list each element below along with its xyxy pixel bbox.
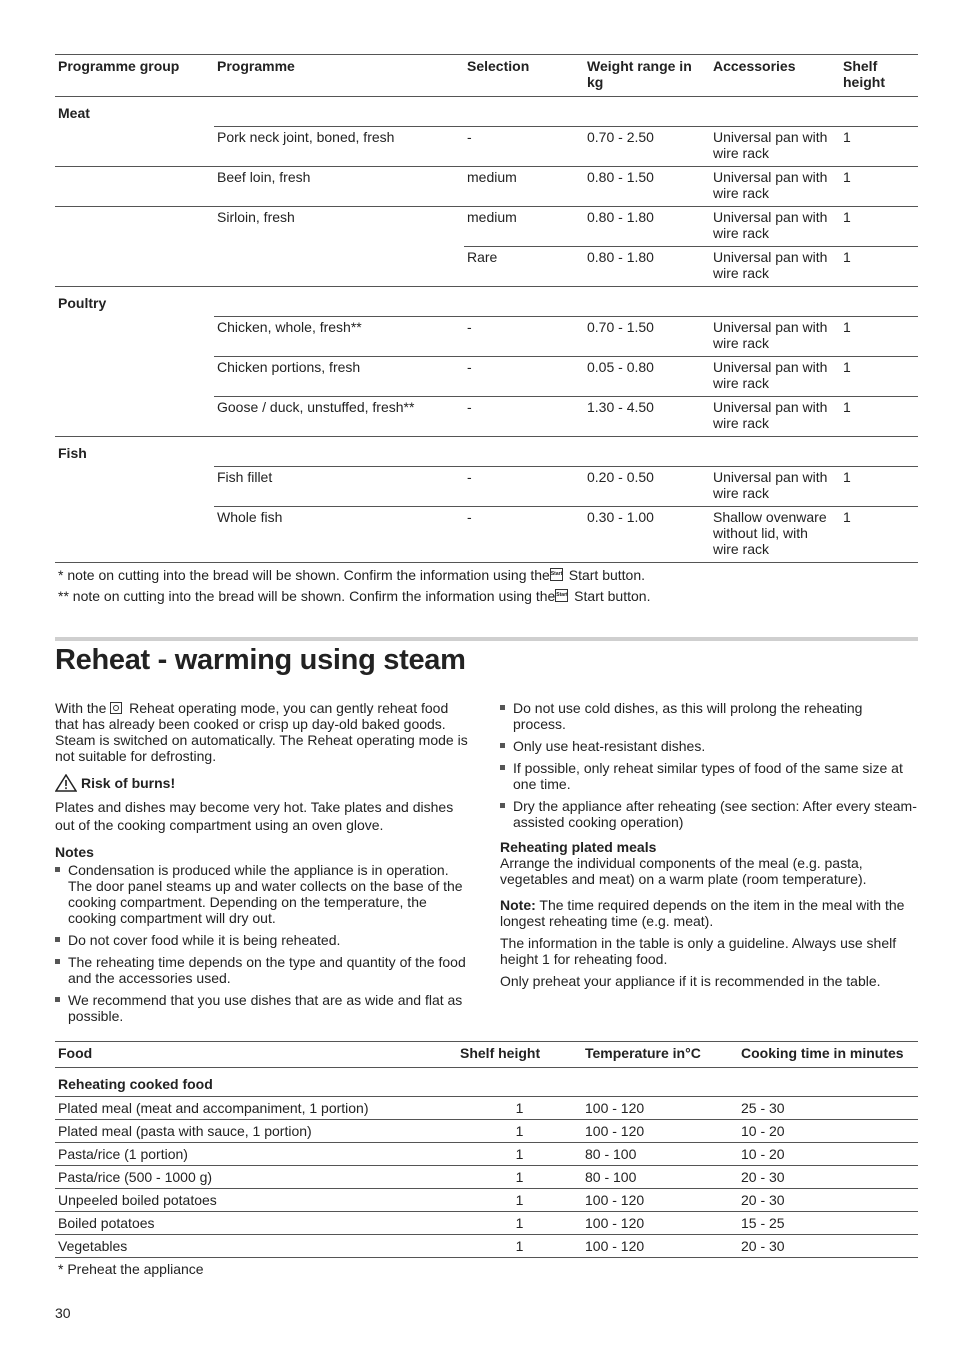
shelf-cell: 1	[840, 167, 918, 207]
selection-cell: -	[464, 317, 584, 357]
time-cell: 25 - 30	[738, 1097, 918, 1120]
accessories-cell: Universal pan with wire rack	[710, 397, 840, 437]
food-cell: Vegetables	[55, 1235, 457, 1258]
programme-cell: Goose / duck, unstuffed, fresh**	[214, 397, 464, 437]
info-paragraph: The information in the table is only a guideline. Always use shelf height 1 for reheating food.	[500, 935, 897, 967]
programme-cell: Chicken, whole, fresh**	[214, 317, 464, 357]
shelf-cell: 1	[457, 1143, 582, 1166]
table-row	[55, 207, 918, 247]
reheat-table	[55, 1041, 918, 1258]
weight-cell: 0.30 - 1.00	[584, 507, 710, 563]
accessories-cell: Universal pan with wire rack	[710, 167, 840, 207]
notes-list-right	[500, 700, 918, 830]
table-row	[55, 317, 918, 357]
weight-cell: 0.20 - 0.50	[584, 467, 710, 507]
programme-cell: Sirloin, fresh	[214, 207, 464, 247]
start-button-icon: Start	[555, 589, 568, 602]
header-shelf-height: Shelf height	[457, 1042, 582, 1068]
weight-cell: 0.70 - 2.50	[584, 127, 710, 167]
table-row	[55, 467, 918, 507]
programme-cell: Beef loin, fresh	[214, 167, 464, 207]
bullet-square-icon	[500, 743, 505, 748]
food-cell: Unpeeled boiled potatoes	[55, 1189, 457, 1212]
shelf-cell: 1	[457, 1212, 582, 1235]
weight-cell: 0.80 - 1.80	[584, 207, 710, 247]
bullet-square-icon	[500, 803, 505, 808]
footnote-double-star: ** note on cutting into the bread will be shown. Confirm the information using theStart Start button.	[58, 588, 651, 604]
list-item: Do not cover food while it is being reheated.	[55, 932, 471, 948]
warning-triangle-icon	[55, 774, 77, 792]
table-row	[55, 357, 918, 397]
section-title: Reheat - warming using steam	[55, 644, 466, 676]
group-row-reheating	[55, 1068, 918, 1097]
accessories-cell: Universal pan with wire rack	[710, 357, 840, 397]
table-row	[55, 1143, 918, 1166]
temp-cell: 100 - 120	[582, 1120, 738, 1143]
table-row	[55, 507, 918, 563]
right-column	[500, 700, 918, 995]
food-cell: Plated meal (meat and accompaniment, 1 portion)	[55, 1097, 457, 1120]
list-item: If possible, only reheat similar types of food of the same size at one time.	[500, 760, 918, 792]
selection-cell: -	[464, 127, 584, 167]
shelf-cell: 1	[840, 127, 918, 167]
shelf-cell: 1	[457, 1166, 582, 1189]
food-cell: Pasta/rice (500 - 1000 g)	[55, 1166, 457, 1189]
group-name: Fish	[55, 437, 918, 467]
time-cell: 20 - 30	[738, 1189, 918, 1212]
programme-cell: Pork neck joint, boned, fresh	[214, 127, 464, 167]
food-cell: Pasta/rice (1 portion)	[55, 1143, 457, 1166]
weight-cell: 0.05 - 0.80	[584, 357, 710, 397]
page-number: 30	[55, 1305, 71, 1321]
selection-cell: medium	[464, 167, 584, 207]
time-cell: 10 - 20	[738, 1143, 918, 1166]
plated-meals-text: Arrange the individual components of the meal (e.g. pasta, vegetables and meat) on a warm plate (room temperature).	[500, 855, 867, 887]
header-programme-group: Programme group	[55, 55, 214, 97]
table-row	[55, 1120, 918, 1143]
reheat-table-header	[55, 1042, 918, 1068]
reheat-mode-icon	[110, 702, 122, 714]
shelf-cell: 1	[840, 357, 918, 397]
programme-cell: Chicken portions, fresh	[214, 357, 464, 397]
shelf-cell: 1	[840, 317, 918, 357]
food-cell: Boiled potatoes	[55, 1212, 457, 1235]
selection-cell: -	[464, 467, 584, 507]
weight-cell: 0.80 - 1.50	[584, 167, 710, 207]
group-name: Meat	[55, 97, 918, 127]
bullet-square-icon	[500, 765, 505, 770]
selection-cell: -	[464, 357, 584, 397]
time-cell: 20 - 30	[738, 1235, 918, 1258]
warning-heading: Risk of burns!	[55, 774, 471, 792]
list-item: Only use heat-resistant dishes.	[500, 738, 918, 754]
notes-title: Notes	[55, 844, 94, 860]
accessories-cell: Universal pan with wire rack	[710, 207, 840, 247]
time-cell: 15 - 25	[738, 1212, 918, 1235]
temp-cell: 100 - 120	[582, 1097, 738, 1120]
header-shelf-height: Shelf height	[840, 55, 918, 97]
temp-cell: 100 - 120	[582, 1235, 738, 1258]
group-name: Poultry	[55, 287, 918, 317]
table-row	[55, 1189, 918, 1212]
shelf-cell: 1	[840, 397, 918, 437]
table-row	[55, 1166, 918, 1189]
table-row	[55, 247, 918, 287]
group-name: Reheating cooked food	[58, 1076, 213, 1092]
header-selection: Selection	[464, 55, 584, 97]
preheat-paragraph: Only preheat your appliance if it is recommended in the table.	[500, 973, 881, 989]
list-item: Dry the appliance after reheating (see section: After every steam-assisted cooking operation)	[500, 798, 918, 830]
notes-list-left	[55, 862, 471, 1024]
weight-cell: 0.80 - 1.80	[584, 247, 710, 287]
shelf-cell: 1	[840, 467, 918, 507]
accessories-cell: Universal pan with wire rack	[710, 317, 840, 357]
programme-cell: Fish fillet	[214, 467, 464, 507]
table-row	[55, 1212, 918, 1235]
programme-table-section	[55, 54, 918, 606]
group-row-fish	[55, 437, 918, 467]
plated-meals-title: Reheating plated meals	[500, 839, 657, 855]
accessories-cell: Universal pan with wire rack	[710, 247, 840, 287]
table-row	[55, 127, 918, 167]
time-cell: 10 - 20	[738, 1120, 918, 1143]
note-paragraph: Note: The time required depends on the item in the meal with the longest reheating time (e.g. meat).	[500, 897, 905, 929]
shelf-cell: 1	[457, 1097, 582, 1120]
header-weight-range: Weight range in kg	[584, 55, 710, 97]
warning-text: Plates and dishes may become very hot. Take plates and dishes out of the cooking compartment using an oven glove.	[55, 799, 454, 833]
bullet-square-icon	[55, 959, 60, 964]
accessories-cell: Universal pan with wire rack	[710, 467, 840, 507]
intro-paragraph: With the Reheat operating mode, you can gently reheat food that has already been cooked or crisp up day-old baked goods. Steam is switched on automatically. The Reheat operating mode is not suitable for defrosting.	[55, 700, 468, 764]
selection-cell: -	[464, 397, 584, 437]
left-column	[55, 700, 471, 1030]
food-cell: Plated meal (pasta with sauce, 1 portion)	[55, 1120, 457, 1143]
header-temperature: Temperature in°C	[582, 1042, 738, 1068]
accessories-cell: Universal pan with wire rack	[710, 127, 840, 167]
temp-cell: 100 - 120	[582, 1189, 738, 1212]
weight-cell: 0.70 - 1.50	[584, 317, 710, 357]
bullet-square-icon	[55, 867, 60, 872]
accessories-cell: Shallow ovenware without lid, with wire rack	[710, 507, 840, 563]
table-row	[55, 1235, 918, 1258]
reheat-footnote: * Preheat the appliance	[58, 1261, 204, 1277]
footnote-single-star: * note on cutting into the bread will be shown. Confirm the information using theStart Start button.	[58, 567, 646, 583]
table-row	[55, 1097, 918, 1120]
temp-cell: 100 - 120	[582, 1212, 738, 1235]
group-row-meat	[55, 97, 918, 127]
header-programme: Programme	[214, 55, 464, 97]
shelf-cell: 1	[840, 247, 918, 287]
table-row	[55, 397, 918, 437]
reheat-table-section	[55, 1041, 918, 1279]
programme-table	[55, 54, 918, 563]
table-row	[55, 167, 918, 207]
weight-cell: 1.30 - 4.50	[584, 397, 710, 437]
start-button-icon: Start	[550, 568, 563, 581]
shelf-cell: 1	[840, 507, 918, 563]
shelf-cell: 1	[457, 1235, 582, 1258]
shelf-cell: 1	[457, 1120, 582, 1143]
list-item: We recommend that you use dishes that are as wide and flat as possible.	[55, 992, 471, 1024]
shelf-cell: 1	[457, 1189, 582, 1212]
bullet-square-icon	[500, 705, 505, 710]
selection-cell: -	[464, 507, 584, 563]
selection-cell: Rare	[464, 247, 584, 287]
header-cooking-time: Cooking time in minutes	[738, 1042, 918, 1068]
programme-cell: Whole fish	[214, 507, 464, 563]
list-item: The reheating time depends on the type and quantity of the food and the accessories used.	[55, 954, 471, 986]
section-divider	[55, 637, 918, 641]
list-item: Do not use cold dishes, as this will prolong the reheating process.	[500, 700, 918, 732]
shelf-cell: 1	[840, 207, 918, 247]
temp-cell: 80 - 100	[582, 1143, 738, 1166]
bullet-square-icon	[55, 937, 60, 942]
bullet-square-icon	[55, 997, 60, 1002]
list-item: Condensation is produced while the appliance is in operation. The door panel steams up and water collects on the base of the cooking compartment. Depending on the temperature, the cooking compartment will dry out.	[55, 862, 471, 926]
group-row-poultry	[55, 287, 918, 317]
programme-table-header	[55, 55, 918, 97]
selection-cell: medium	[464, 207, 584, 247]
header-accessories: Accessories	[710, 55, 840, 97]
temp-cell: 80 - 100	[582, 1166, 738, 1189]
programme-cell	[214, 247, 464, 287]
time-cell: 20 - 30	[738, 1166, 918, 1189]
header-food: Food	[55, 1042, 457, 1068]
